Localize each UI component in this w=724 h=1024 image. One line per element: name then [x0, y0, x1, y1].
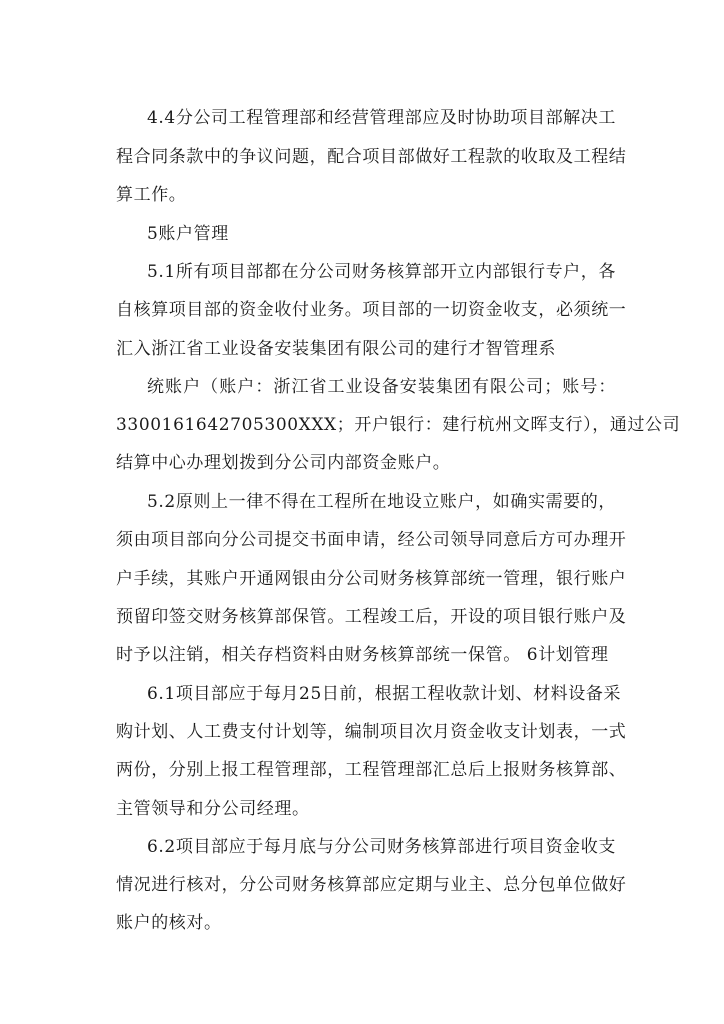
text-line: 须由项目部向分公司提交书面申请，经公司领导同意后方可办理开: [116, 530, 627, 550]
text-line: 6.2项目部应于每月底与分公司财务核算部进行项目资金收支: [147, 837, 616, 857]
text-line: 时予以注销，相关存档资料由财务核算部统一保管。 6计划管理: [116, 645, 609, 665]
text-line: 户手续，其账户开通网银由分公司财务核算部统一管理，银行账户: [116, 569, 627, 589]
text-line: 结算中心办理划拨到分公司内部资金账户。: [116, 453, 451, 473]
text-line: 5.2原则上一律不得在工程所在地设立账户，如确实需要的，: [147, 492, 616, 512]
text-line: 两份，分别上报工程管理部，工程管理部汇总后上报财务核算部、: [116, 760, 627, 780]
text-line: 算工作。: [116, 185, 187, 205]
text-line: 账户的核对。: [116, 913, 222, 933]
text-line: 汇入浙江省工业设备安装集团有限公司的建行才智管理系: [116, 339, 556, 359]
text-line: 程合同条款中的争议问题，配合项目部做好工程款的收取及工程结: [116, 147, 627, 167]
text-line: 购计划、人工费支付计划等，编制项目次月资金收支计划表，一式: [116, 722, 627, 742]
text-line: 情况进行核对，分公司财务核算部应定期与业主、总分包单位做好: [116, 875, 627, 895]
text-line: 主管领导和分公司经理。: [116, 799, 310, 819]
text-line: 统账户（账户：浙江省工业设备安装集团有限公司；账号：: [147, 377, 616, 397]
text-line: 5.1所有项目部都在分公司财务核算部开立内部银行专户，各: [147, 262, 616, 282]
text-line: 预留印签交财务核算部保管。工程竣工后，开设的项目银行账户及: [116, 607, 627, 627]
text-line: 6.1项目部应于每月25日前，根据工程收款计划、材料设备采: [147, 684, 622, 704]
text-line: 4.4分公司工程管理部和经营管理部应及时协助项目部解决工: [147, 108, 616, 128]
text-line: 3300161642705300XXX；开户银行：建行杭州文晖支行），通过公司: [116, 415, 681, 435]
text-line: 自核算项目部的资金收付业务。项目部的一切资金收支，必须统一: [116, 300, 627, 320]
section-heading: 5账户管理: [147, 224, 229, 244]
